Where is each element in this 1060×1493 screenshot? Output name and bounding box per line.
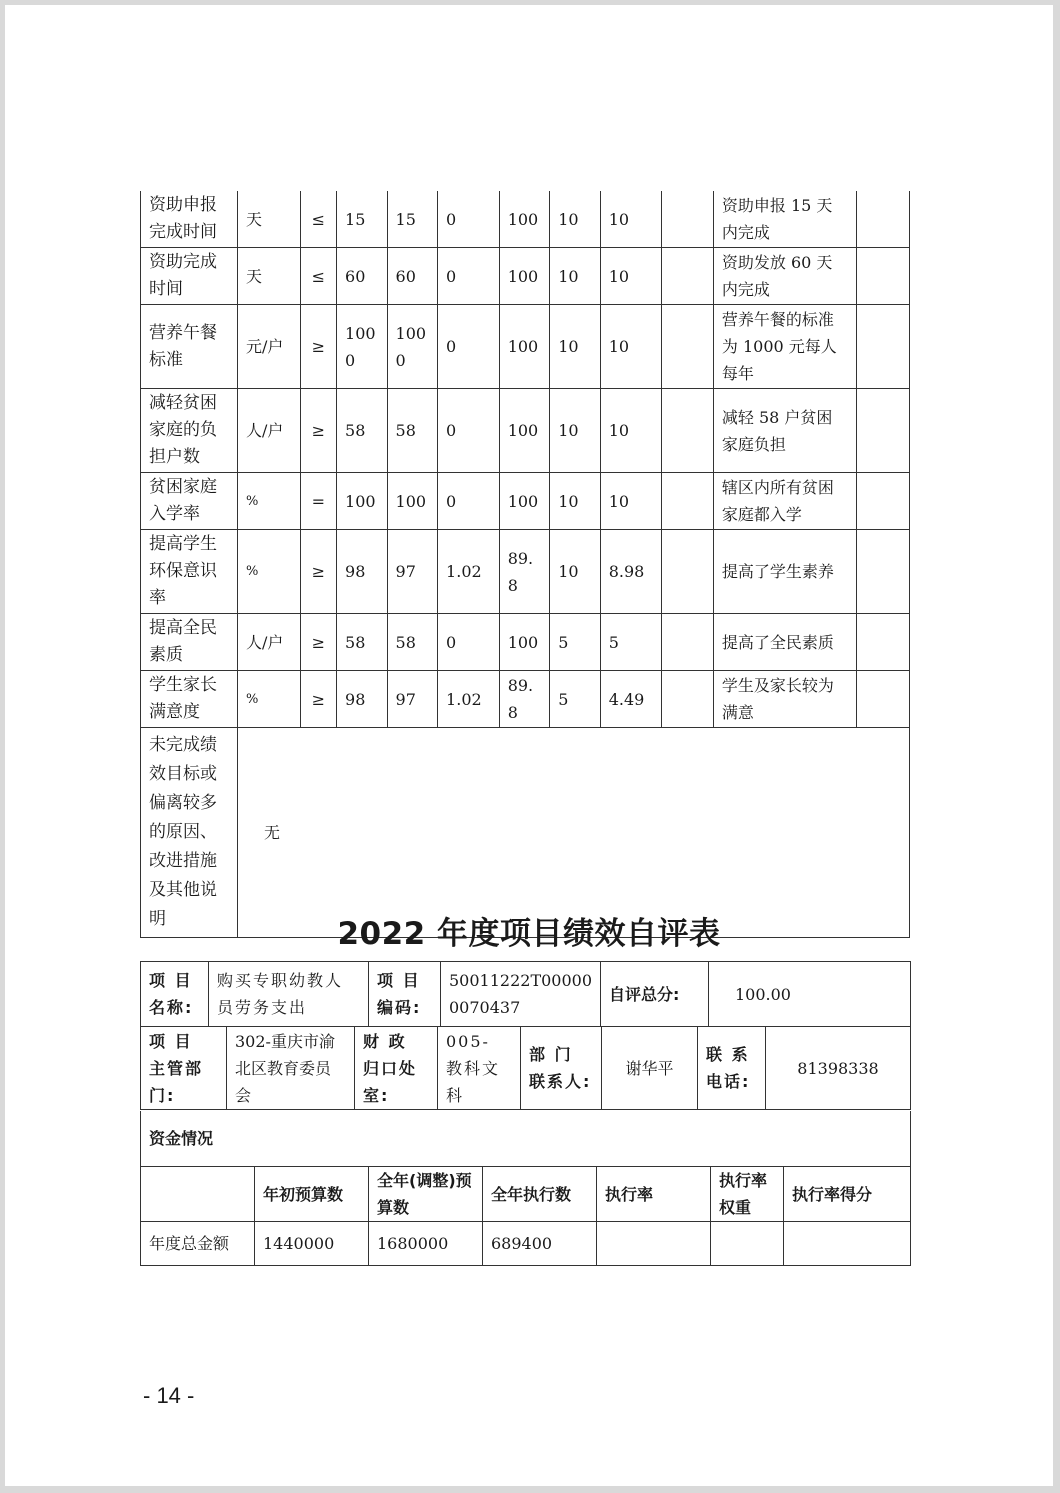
funds-header-cell (141, 1167, 255, 1222)
indicator-op: ≥ (300, 671, 336, 728)
contact-value: 谢华平 (602, 1027, 698, 1110)
indicator-note: 减轻 58 户贫困家庭负担 (713, 389, 856, 473)
indicator-target: 15 (337, 191, 388, 248)
indicator-score: 10 (600, 248, 662, 305)
empty-cell (662, 671, 714, 728)
project-info-table (140, 961, 911, 1027)
indicator-deviation: 1.02 (438, 671, 500, 728)
unfinished-label: 未完成绩效目标或偏离较多的原因、改进措施及其他说明 (141, 728, 238, 938)
indicator-deviation: 0 (438, 473, 500, 530)
self-score-label: 自评总分: (601, 962, 709, 1027)
indicator-weight: 10 (550, 191, 601, 248)
empty-cell (857, 191, 910, 248)
indicator-score: 10 (600, 473, 662, 530)
empty-cell (857, 671, 910, 728)
empty-cell (857, 389, 910, 473)
indicator-deviation: 0 (438, 614, 500, 671)
indicator-note: 提高了学生素养 (713, 530, 856, 614)
funds-header-cell: 执行率 (597, 1167, 711, 1222)
indicator-note: 学生及家长较为满意 (713, 671, 856, 728)
project-name: 购买专职幼教人员劳务支出 (209, 962, 369, 1027)
empty-cell (857, 473, 910, 530)
indicator-score: 4.49 (600, 671, 662, 728)
indicator-note: 辖区内所有贫困家庭都入学 (713, 473, 856, 530)
indicator-rate: 100 (499, 305, 550, 389)
indicator-actual: 58 (387, 614, 438, 671)
funds-header-cell: 全年执行数 (483, 1167, 597, 1222)
indicator-row (141, 389, 910, 473)
indicator-rate: 100 (499, 614, 550, 671)
indicator-row (141, 305, 910, 389)
indicator-target: 58 (337, 614, 388, 671)
funds-table (140, 1111, 911, 1266)
indicator-op: ≤ (300, 248, 336, 305)
indicator-rate: 100 (499, 473, 550, 530)
dept-value: 302-重庆市渝北区教育委员会 (227, 1027, 355, 1110)
unfinished-value: 无 (238, 728, 910, 938)
indicator-unit: 人/户 (238, 614, 301, 671)
funds-data-row (141, 1222, 911, 1266)
indicator-actual: 100 (387, 473, 438, 530)
indicator-weight: 10 (550, 473, 601, 530)
empty-cell (857, 530, 910, 614)
indicator-op: = (300, 473, 336, 530)
funds-header-cell: 年初预算数 (255, 1167, 369, 1222)
indicator-name: 营养午餐标准 (141, 305, 238, 389)
empty-cell (662, 530, 714, 614)
indicator-target: 1000 (337, 305, 388, 389)
indicator-row (141, 671, 910, 728)
indicator-deviation: 0 (438, 389, 500, 473)
indicator-name: 学生家长满意度 (141, 671, 238, 728)
funds-header-cell: 全年(调整)预算数 (369, 1167, 483, 1222)
funds-cell (597, 1222, 711, 1266)
indicator-score: 10 (600, 191, 662, 248)
indicator-unit: 元/户 (238, 305, 301, 389)
funds-header-cell: 执行率得分 (784, 1167, 911, 1222)
indicator-row (141, 248, 910, 305)
indicator-note: 营养午餐的标准为 1000 元每人每年 (713, 305, 856, 389)
indicator-score: 5 (600, 614, 662, 671)
indicator-deviation: 0 (438, 191, 500, 248)
indicator-table (140, 191, 910, 938)
empty-cell (662, 614, 714, 671)
indicator-actual: 58 (387, 389, 438, 473)
indicator-note: 资助发放 60 天内完成 (713, 248, 856, 305)
indicator-unit: 天 (238, 191, 301, 248)
indicator-target: 98 (337, 671, 388, 728)
funds-cell: 689400 (483, 1222, 597, 1266)
empty-cell (857, 248, 910, 305)
indicator-name: 贫困家庭入学率 (141, 473, 238, 530)
indicator-rate: 89.8 (499, 671, 550, 728)
indicator-rate: 100 (499, 389, 550, 473)
indicator-weight: 10 (550, 305, 601, 389)
indicator-op: ≥ (300, 389, 336, 473)
indicator-score: 10 (600, 389, 662, 473)
indicator-weight: 10 (550, 389, 601, 473)
funds-cell: 1680000 (369, 1222, 483, 1266)
empty-cell (662, 191, 714, 248)
indicator-score: 8.98 (600, 530, 662, 614)
dept-label: 项 目 主管部门: (141, 1027, 227, 1110)
indicator-target: 58 (337, 389, 388, 473)
indicator-unit: % (238, 671, 301, 728)
indicator-rate: 100 (499, 191, 550, 248)
indicator-deviation: 1.02 (438, 530, 500, 614)
indicator-rate: 89.8 (499, 530, 550, 614)
project-dept-table (140, 1027, 911, 1110)
indicator-actual: 60 (387, 248, 438, 305)
self-score: 100.00 (709, 962, 911, 1027)
indicator-name: 资助申报完成时间 (141, 191, 238, 248)
empty-cell (662, 473, 714, 530)
empty-cell (662, 248, 714, 305)
funds-cell (784, 1222, 911, 1266)
indicator-op: ≤ (300, 191, 336, 248)
indicator-actual: 1000 (387, 305, 438, 389)
indicator-name: 提高学生环保意识率 (141, 530, 238, 614)
project-code: 50011222T000000070437 (441, 962, 601, 1027)
indicator-op: ≥ (300, 305, 336, 389)
indicator-unit: % (238, 473, 301, 530)
phone-label: 联 系电话: (698, 1027, 766, 1110)
indicator-rate: 100 (499, 248, 550, 305)
indicator-target: 60 (337, 248, 388, 305)
document-page (5, 5, 1053, 1486)
indicator-weight: 5 (550, 671, 601, 728)
indicator-weight: 5 (550, 614, 601, 671)
indicator-note: 资助申报 15 天内完成 (713, 191, 856, 248)
empty-cell (857, 614, 910, 671)
indicator-name: 资助完成时间 (141, 248, 238, 305)
funds-header-row (141, 1167, 911, 1222)
project-code-label: 项 目编码: (369, 962, 441, 1027)
empty-cell (857, 305, 910, 389)
finance-value: 005- 教科文科 (438, 1027, 521, 1110)
indicator-row (141, 191, 910, 248)
unfinished-row (141, 728, 910, 938)
project-name-label: 项 目名称: (141, 962, 209, 1027)
empty-cell (662, 389, 714, 473)
indicator-actual: 97 (387, 530, 438, 614)
indicator-unit: 天 (238, 248, 301, 305)
indicator-deviation: 0 (438, 248, 500, 305)
indicator-op: ≥ (300, 614, 336, 671)
indicator-target: 100 (337, 473, 388, 530)
indicator-score: 10 (600, 305, 662, 389)
indicator-deviation: 0 (438, 305, 500, 389)
funds-header-cell: 执行率权重 (711, 1167, 784, 1222)
indicator-unit: % (238, 530, 301, 614)
empty-cell (662, 305, 714, 389)
indicator-weight: 10 (550, 530, 601, 614)
page-title: 2022 年度项目绩效自评表 (337, 916, 721, 952)
finance-label: 财 政 归口处室: (355, 1027, 438, 1110)
funds-cell: 1440000 (255, 1222, 369, 1266)
indicator-row (141, 614, 910, 671)
indicator-actual: 97 (387, 671, 438, 728)
indicator-unit: 人/户 (238, 389, 301, 473)
indicator-name: 减轻贫困家庭的负担户数 (141, 389, 238, 473)
funds-cell: 年度总金额 (141, 1222, 255, 1266)
funds-cell (711, 1222, 784, 1266)
indicator-op: ≥ (300, 530, 336, 614)
indicator-weight: 10 (550, 248, 601, 305)
page-number: - 14 - (143, 1383, 195, 1408)
indicator-target: 98 (337, 530, 388, 614)
contact-label: 部 门 联系人: (521, 1027, 602, 1110)
indicator-name: 提高全民素质 (141, 614, 238, 671)
indicator-note: 提高了全民素质 (713, 614, 856, 671)
indicator-actual: 15 (387, 191, 438, 248)
phone-value: 81398338 (766, 1027, 911, 1110)
indicator-row (141, 473, 910, 530)
indicator-row (141, 530, 910, 614)
funds-section-title: 资金情况 (141, 1111, 911, 1167)
